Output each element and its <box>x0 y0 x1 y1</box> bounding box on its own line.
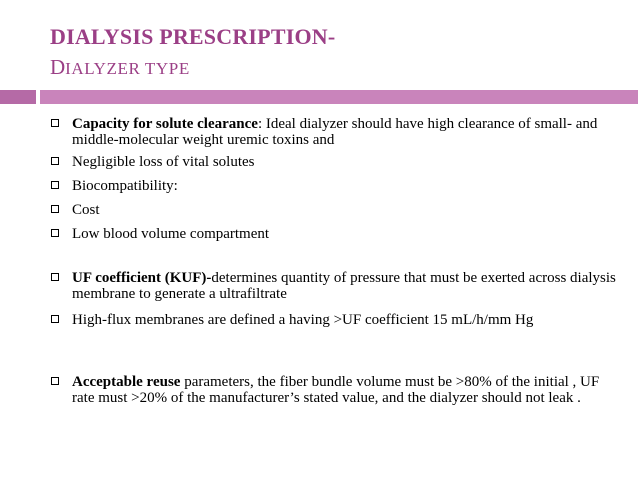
list-item-body: Biocompatibility: <box>72 178 178 194</box>
square-bullet-icon <box>51 229 59 237</box>
list-item-text <box>72 270 617 302</box>
square-bullet-icon <box>51 315 59 323</box>
list-item-body: : Ideal dialyzer should have high clearance of small- and middle-molecular weight uremic toxins and <box>72 116 598 148</box>
list-item-bold: Capacity for solute clearance <box>72 116 258 132</box>
list-item-text <box>72 116 617 148</box>
list-item-body: parameters, the fiber bundle volume must be >80% of the initial , UF rate must >20% of the manufacturer’s stated value, and the dialyzer should not leak . <box>72 374 600 406</box>
list-item-text <box>72 312 617 328</box>
list-item-bold: UF coefficient (KUF)- <box>72 270 212 286</box>
list-item-body: High-flux membranes are defined a having >UF coefficient 15 mL/h/mm Hg <box>72 312 534 328</box>
slide-title <box>50 22 335 84</box>
list-item-body: Cost <box>72 202 100 218</box>
list-item-text <box>72 202 617 218</box>
list-item-body: Low blood volume compartment <box>72 226 270 242</box>
list-item-text <box>72 374 617 406</box>
list-item-body: determines quantity of pressure that must be exerted across dialysis membrane to generate a ultrafiltrate <box>72 270 616 302</box>
square-bullet-icon <box>51 377 59 385</box>
square-bullet-icon <box>51 119 59 127</box>
title-line-2 <box>50 52 335 84</box>
square-bullet-icon <box>51 273 59 281</box>
square-bullet-icon <box>51 181 59 189</box>
list-item-bold: Acceptable reuse <box>72 374 181 390</box>
list-item-text <box>72 154 617 170</box>
list-item-text <box>72 226 617 242</box>
title-line-1: DIALYSIS PRESCRIPTION- <box>50 24 336 49</box>
title-divider-left <box>0 90 36 104</box>
square-bullet-icon <box>51 157 59 165</box>
list-item-text <box>72 178 617 194</box>
list-item-body: Negligible loss of vital solutes <box>72 154 255 170</box>
title-line-2-initial: D <box>50 55 66 79</box>
square-bullet-icon <box>51 205 59 213</box>
title-divider-right <box>40 90 638 104</box>
title-line-2-rest: IALYZER TYPE <box>65 59 190 78</box>
